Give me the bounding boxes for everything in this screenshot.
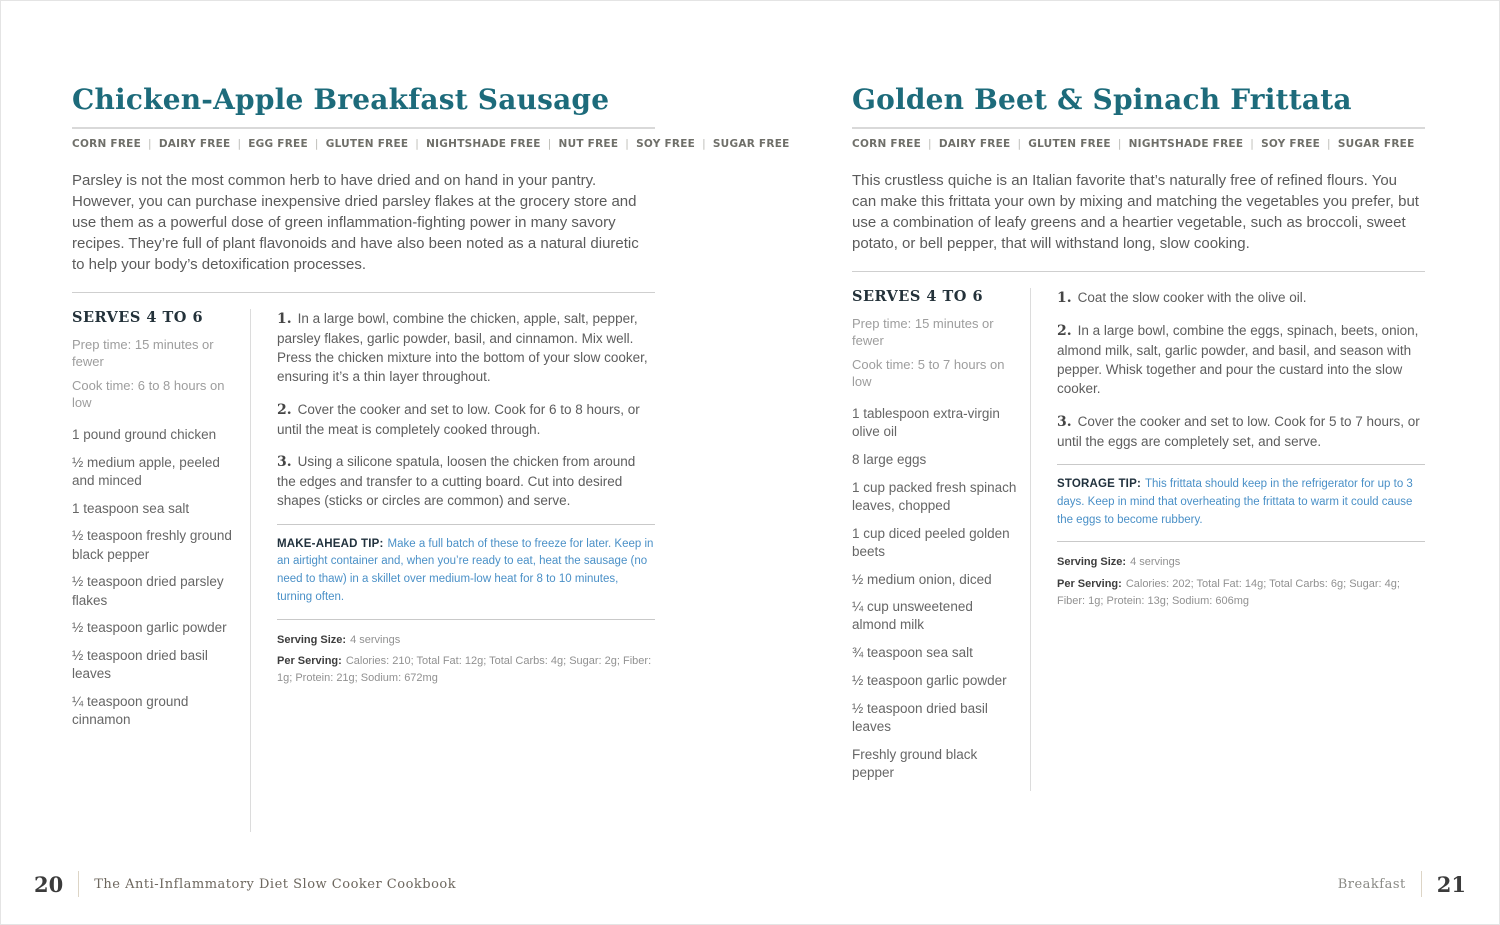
ingredients-column — [852, 288, 1030, 792]
ingredient-item: Freshly ground black pepper — [852, 746, 978, 780]
per-serving-label: Per Serving: — [277, 654, 342, 667]
step-number: 3. — [1057, 413, 1072, 430]
ingredient-item: ½ teaspoon dried parsley flakes — [72, 574, 224, 608]
intro-paragraph: This crustless quiche is an Italian favorite that’s naturally free of refined flours. You can make this frittata your own by mixing and matching the vegetables you prefer, but use a combination of leafy greens and a heartier vegetable, such as broccoli, sweet potato, or bell pepper, that will withstand long, slow cooking. — [852, 171, 1419, 252]
tip-box — [277, 524, 655, 620]
ingredient-item: ¼ cup unsweetened almond milk — [852, 599, 973, 633]
dietary-tag: | NUT FREE — [541, 138, 619, 150]
step-number: 3. — [277, 454, 292, 471]
dietary-tag: CORN FREE — [852, 137, 922, 150]
ingredients-column — [72, 309, 250, 832]
instructions-column — [1030, 288, 1425, 792]
serves-heading: SERVES 4 TO 6 — [852, 287, 984, 305]
ingredient-list — [72, 426, 240, 729]
step-text: Coat the slow cooker with the olive oil. — [1077, 289, 1307, 305]
step-text: Cover the cooker and set to low. Cook for 6 to 8 hours, or until the meat is completely cooked through. — [277, 401, 640, 437]
ingredient-item: ¼ teaspoon ground cinnamon — [72, 693, 189, 728]
per-serving-label: Per Serving: — [1057, 577, 1122, 590]
instructions-column — [250, 309, 655, 832]
instruction-step — [1057, 321, 1425, 399]
title-divider — [852, 127, 1425, 129]
page-number-left: 20 — [34, 871, 64, 897]
chapter-name: Breakfast — [1337, 876, 1406, 892]
tip-label: STORAGE TIP: — [1057, 478, 1141, 491]
page-title: Chicken-Apple Breakfast Sausage — [72, 83, 610, 116]
serving-size-value: 4 servings — [350, 633, 401, 646]
instruction-step — [1057, 288, 1425, 308]
ingredient-item: ½ teaspoon garlic powder — [72, 620, 227, 636]
serving-size-label: Serving Size: — [1057, 556, 1127, 569]
ingredient-item: 8 large eggs — [852, 451, 927, 467]
per-serving — [277, 653, 655, 687]
ingredient-item: 1 cup diced peeled golden beets — [852, 525, 1010, 559]
dietary-tag: | GLUTEN FREE — [1010, 138, 1110, 150]
dietary-tag: | SUGAR FREE — [1320, 138, 1414, 150]
step-text: In a large bowl, combine the chicken, apple, salt, pepper, parsley flakes, garlic powder, basil, and cinnamon. Mix well. Press the chicken mixture into the bottom of your slow cooker, ensuring it’s a thin layer throughout. — [277, 310, 648, 385]
recipe-page-left — [72, 83, 790, 832]
ingredient-item: ¾ teaspoon sea salt — [852, 645, 973, 661]
step-number: 1. — [1057, 289, 1072, 306]
ingredient-item: 1 pound ground chicken — [72, 426, 217, 442]
step-text: Cover the cooker and set to low. Cook for 5 to 7 hours, or until the eggs are completely set, and serve. — [1057, 413, 1420, 449]
instruction-step — [277, 452, 655, 511]
ingredient-item: ½ teaspoon garlic powder — [852, 672, 1007, 688]
step-number: 2. — [277, 401, 292, 418]
dietary-tag: CORN FREE — [72, 137, 142, 150]
dietary-tags — [72, 137, 790, 150]
per-serving — [1057, 576, 1425, 610]
recipe-body — [852, 271, 1425, 792]
footer-divider — [1421, 871, 1422, 897]
serving-size — [277, 632, 655, 649]
footer-divider — [78, 871, 79, 897]
instruction-step — [277, 400, 655, 439]
dietary-tag: | SOY FREE — [618, 138, 695, 150]
instruction-step — [1057, 412, 1425, 451]
step-text: In a large bowl, combine the eggs, spinach, beets, onion, almond milk, salt, garlic powder, and basil, and season with pepper. Whisk together and pour the custard into the slow cooker. — [1057, 322, 1419, 397]
tip-label: MAKE-AHEAD TIP: — [277, 537, 384, 550]
page-number-right: 21 — [1436, 871, 1466, 897]
prep-time: Prep time: 15 minutes or fewer — [72, 336, 214, 370]
ingredient-item: ½ teaspoon dried basil leaves — [72, 647, 208, 682]
page-title: Golden Beet & Spinach Frittata — [852, 83, 1352, 116]
step-number: 2. — [1057, 322, 1072, 339]
ingredient-item: ½ medium onion, diced — [852, 571, 992, 587]
serving-size — [1057, 554, 1425, 571]
per-serving-value: Calories: 202; Total Fat: 14g; Total Carbs: 6g; Sugar: 4g; Fiber: 1g; Protein: 13g; Sodium: 606mg — [1057, 577, 1400, 607]
dietary-tag: | NIGHTSHADE FREE — [1111, 138, 1243, 150]
serves-heading: SERVES 4 TO 6 — [72, 308, 204, 326]
nutrition-info — [1057, 554, 1425, 609]
dietary-tag: | SOY FREE — [1243, 138, 1320, 150]
dietary-tag: | GLUTEN FREE — [308, 138, 408, 150]
recipe-page-right — [852, 85, 1425, 791]
ingredient-list — [852, 405, 1020, 782]
per-serving-value: Calories: 210; Total Fat: 12g; Total Carbs: 4g; Sugar: 2g; Fiber: 1g; Protein: 21g; Sodium: 672mg — [277, 654, 652, 684]
footer-right — [1338, 871, 1466, 897]
ingredient-item: 1 cup packed fresh spinach leaves, chopped — [852, 479, 1017, 513]
serving-size-value: 4 servings — [1130, 556, 1181, 569]
cook-time: Cook time: 6 to 8 hours on low — [72, 377, 225, 411]
step-text: Using a silicone spatula, loosen the chicken from around the edges and transfer to a cutting board. Cut into desired shapes (sticks or circles are common) and serve. — [277, 454, 636, 509]
ingredient-item: 1 tablespoon extra-virgin olive oil — [852, 405, 1000, 440]
book-title: The Anti-Inflammatory Diet Slow Cooker Cookbook — [94, 876, 457, 892]
ingredient-item: 1 teaspoon sea salt — [72, 500, 190, 516]
dietary-tag: | EGG FREE — [230, 138, 307, 150]
tip-text: This frittata should keep in the refrigerator for up to 3 days. Keep in mind that overheating the frittata to warm it could cause the eggs to become rubbery. — [1057, 478, 1413, 526]
cook-time: Cook time: 5 to 7 hours on low — [852, 356, 1005, 390]
intro-paragraph: Parsley is not the most common herb to have dried and on hand in your pantry. However, you can purchase inexpensive dried parsley flakes at the grocery store and use them as a powerful dose of green inflammation-fighting power in many savory recipes. They’re full of plant flavonoids and have also been noted as a natural diuretic to help your body’s detoxification processes. — [72, 171, 639, 273]
dietary-tag: | DAIRY FREE — [921, 138, 1010, 150]
ingredient-item: ½ teaspoon dried basil leaves — [852, 700, 988, 734]
dietary-tag: | SUGAR FREE — [695, 138, 789, 150]
recipe-body — [72, 292, 655, 832]
instruction-step — [277, 309, 655, 387]
footer-left — [34, 871, 456, 897]
tip-box — [1057, 464, 1425, 542]
title-divider — [72, 127, 655, 129]
nutrition-info — [277, 632, 655, 687]
step-number: 1. — [277, 310, 292, 327]
tip-text: Make a full batch of these to freeze for later. Keep in an airtight container and, when you’re ready to eat, heat the sausage (no need to thaw) in a skillet over medium-low heat for 8 to 10 minutes, turning often. — [277, 537, 654, 604]
prep-time: Prep time: 15 minutes or fewer — [852, 315, 994, 349]
dietary-tags — [852, 138, 1425, 150]
ingredient-item: ½ teaspoon freshly ground black pepper — [72, 528, 232, 562]
dietary-tag: | NIGHTSHADE FREE — [408, 138, 540, 150]
serving-size-label: Serving Size: — [277, 633, 347, 646]
page-footer — [0, 871, 1500, 897]
ingredient-item: ½ medium apple, peeled and minced — [72, 454, 220, 488]
dietary-tag: | DAIRY FREE — [141, 138, 230, 150]
